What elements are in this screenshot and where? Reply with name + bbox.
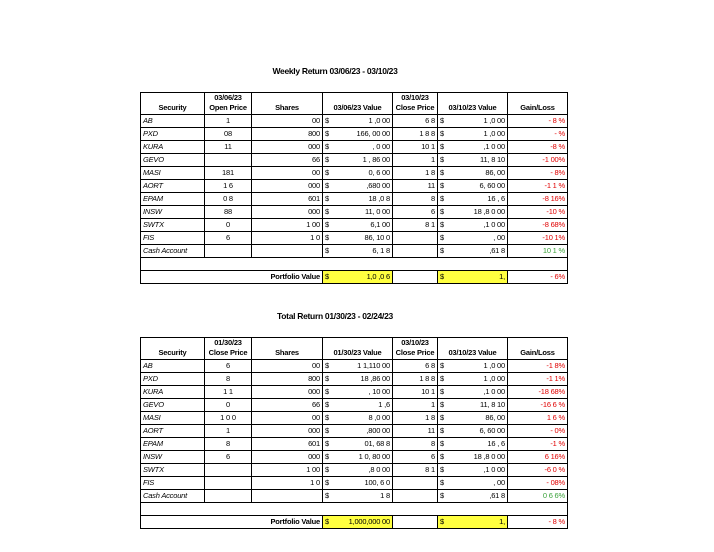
portfolio-value-label: Portfolio Value <box>205 516 323 529</box>
header-value2: 03/10/23 Value <box>438 93 508 115</box>
value2-cell: $ ,1 0 00 <box>438 141 508 154</box>
price2-cell <box>393 477 438 490</box>
value2-cell: $ ,1 0 00 <box>438 219 508 232</box>
value1-cell: $ ,680 00 <box>323 180 393 193</box>
shares-cell: 00 <box>252 167 323 180</box>
table-row <box>141 128 568 141</box>
price2-cell: 10 1 <box>393 141 438 154</box>
shares-cell: 000 <box>252 206 323 219</box>
value1-cell: $ 18 ,86 00 <box>323 373 393 386</box>
price2-cell: 8 1 <box>393 219 438 232</box>
table-row <box>141 386 568 399</box>
shares-cell: 601 <box>252 438 323 451</box>
gain-cell: 1 6 % <box>508 412 568 425</box>
header-value1: 01/30/23 Value <box>323 338 393 360</box>
price2-cell: 11 <box>393 425 438 438</box>
shares-cell <box>252 490 323 503</box>
gain-cell: 10 1 % <box>508 245 568 258</box>
gain-cell: 0 6 6% <box>508 490 568 503</box>
value2-cell: $ ,61 8 <box>438 245 508 258</box>
price2-cell: 8 <box>393 438 438 451</box>
security-cell: MASI <box>141 167 205 180</box>
gain-cell: -8 16% <box>508 193 568 206</box>
security-cell: AORT <box>141 180 205 193</box>
table-row <box>141 206 568 219</box>
table-row <box>141 180 568 193</box>
shares-cell: 00 <box>252 115 323 128</box>
header-shares: Shares <box>252 93 323 115</box>
security-cell: EPAM <box>141 193 205 206</box>
value1-cell: $ 86, 10 0 <box>323 232 393 245</box>
gain-cell: - 08% <box>508 477 568 490</box>
price1-cell: 0 <box>205 399 252 412</box>
shares-cell: 1 00 <box>252 464 323 477</box>
shares-cell: 000 <box>252 180 323 193</box>
header-value2: 03/10/23 Value <box>438 338 508 360</box>
price1-cell: 0 <box>205 219 252 232</box>
gain-cell: -10 % <box>508 206 568 219</box>
price2-cell: 1 8 <box>393 412 438 425</box>
price1-cell: 181 <box>205 167 252 180</box>
gain-cell: -18 68% <box>508 386 568 399</box>
value1-cell: $ 1 8 <box>323 490 393 503</box>
total-return-table <box>140 337 568 529</box>
price1-cell: 1 0 0 <box>205 412 252 425</box>
value2-cell: $ 1 ,0 00 <box>438 373 508 386</box>
gain-cell: -10 1% <box>508 232 568 245</box>
shares-cell: 000 <box>252 451 323 464</box>
gain-cell: -8 68% <box>508 219 568 232</box>
table-row <box>141 399 568 412</box>
price1-cell: 1 6 <box>205 180 252 193</box>
portfolio-value-label: Portfolio Value <box>205 271 323 284</box>
price2-cell: 8 1 <box>393 464 438 477</box>
price1-cell: 8 <box>205 373 252 386</box>
security-cell: SWTX <box>141 219 205 232</box>
price1-cell: 08 <box>205 128 252 141</box>
table-row <box>141 412 568 425</box>
value2-cell: $ 11, 8 10 <box>438 154 508 167</box>
shares-cell: 66 <box>252 399 323 412</box>
price1-cell <box>205 490 252 503</box>
security-cell: FIS <box>141 232 205 245</box>
portfolio-value-start: $ 1,000,000 00 <box>323 516 393 529</box>
security-cell: INSW <box>141 206 205 219</box>
table-row <box>141 193 568 206</box>
header-gain: Gain/Loss <box>508 338 568 360</box>
price2-cell <box>393 245 438 258</box>
header-price2: 03/10/23 Close Price <box>393 93 438 115</box>
shares-cell: 601 <box>252 193 323 206</box>
price2-cell <box>393 232 438 245</box>
price1-cell <box>205 154 252 167</box>
security-cell: AB <box>141 360 205 373</box>
header-security: Security <box>141 93 205 115</box>
value1-cell: $ 1 ,6 <box>323 399 393 412</box>
total-title: Total Return 01/30/23 - 02/24/23 <box>277 311 393 321</box>
value2-cell: $ 18 ,8 0 00 <box>438 451 508 464</box>
table-row <box>141 373 568 386</box>
value2-cell: $ ,1 0 00 <box>438 464 508 477</box>
shares-cell: 000 <box>252 141 323 154</box>
gain-cell: - 8% <box>508 167 568 180</box>
security-cell: PXD <box>141 373 205 386</box>
table-row <box>141 115 568 128</box>
security-cell: MASI <box>141 412 205 425</box>
value2-cell: $ 16 , 6 <box>438 193 508 206</box>
table-row <box>141 438 568 451</box>
value2-cell: $ 1 ,0 00 <box>438 115 508 128</box>
portfolio-value-end: $ 1, <box>438 271 508 284</box>
gain-cell: - 8 % <box>508 115 568 128</box>
portfolio-value-row <box>141 271 568 284</box>
portfolio-value-end: $ 1, <box>438 516 508 529</box>
table-row <box>141 490 568 503</box>
price2-cell: 6 8 <box>393 115 438 128</box>
price2-cell: 10 1 <box>393 386 438 399</box>
value1-cell: $ 6,1 00 <box>323 219 393 232</box>
value1-cell: $ 8 ,0 00 <box>323 412 393 425</box>
table-row <box>141 477 568 490</box>
table-row <box>141 141 568 154</box>
value1-cell: $ ,8 0 00 <box>323 464 393 477</box>
price1-cell <box>205 464 252 477</box>
price1-cell: 11 <box>205 141 252 154</box>
weekly-return-table <box>140 92 568 284</box>
portfolio-gain: - 8 % <box>508 516 568 529</box>
value1-cell: $ ,800 00 <box>323 425 393 438</box>
price2-cell: 11 <box>393 180 438 193</box>
header-price1: 03/06/23 Open Price <box>205 93 252 115</box>
table-row <box>141 219 568 232</box>
value1-cell: $ 1 ,0 00 <box>323 115 393 128</box>
weekly-title: Weekly Return 03/06/23 - 03/10/23 <box>272 66 398 76</box>
value1-cell: $ 1 0, 80 00 <box>323 451 393 464</box>
price2-cell: 1 8 8 <box>393 373 438 386</box>
value2-cell: $ 6, 60 00 <box>438 425 508 438</box>
gain-cell: -1 1% <box>508 373 568 386</box>
gain-cell: -8 % <box>508 141 568 154</box>
shares-cell: 000 <box>252 425 323 438</box>
security-cell: FIS <box>141 477 205 490</box>
price2-cell: 1 <box>393 399 438 412</box>
table-row <box>141 167 568 180</box>
gain-cell: - % <box>508 128 568 141</box>
value2-cell: $ ,61 8 <box>438 490 508 503</box>
price1-cell: 1 <box>205 115 252 128</box>
table-row <box>141 232 568 245</box>
value2-cell: $ 11, 8 10 <box>438 399 508 412</box>
value2-cell: $ 18 ,8 0 00 <box>438 206 508 219</box>
security-cell: INSW <box>141 451 205 464</box>
gain-cell: -1 8% <box>508 360 568 373</box>
security-cell: Cash Account <box>141 245 205 258</box>
shares-cell <box>252 245 323 258</box>
value2-cell: $ 86, 00 <box>438 167 508 180</box>
price2-cell: 6 8 <box>393 360 438 373</box>
security-cell: GEVO <box>141 154 205 167</box>
table-row <box>141 360 568 373</box>
portfolio-gain: - 6% <box>508 271 568 284</box>
security-cell: SWTX <box>141 464 205 477</box>
table-row <box>141 154 568 167</box>
value1-cell: $ 1 , 86 00 <box>323 154 393 167</box>
value2-cell: $ 16 , 6 <box>438 438 508 451</box>
price1-cell: 1 <box>205 425 252 438</box>
security-cell: AORT <box>141 425 205 438</box>
table-row <box>141 464 568 477</box>
security-cell: Cash Account <box>141 490 205 503</box>
value1-cell: $ 1 1,110 00 <box>323 360 393 373</box>
price2-cell: 6 <box>393 451 438 464</box>
price1-cell: 1 1 <box>205 386 252 399</box>
gain-cell: -6 0 % <box>508 464 568 477</box>
value2-cell: $ , 00 <box>438 232 508 245</box>
table-row <box>141 451 568 464</box>
shares-cell: 000 <box>252 386 323 399</box>
value2-cell: $ ,1 0 00 <box>438 386 508 399</box>
gain-cell: - 0% <box>508 425 568 438</box>
price2-cell: 1 8 8 <box>393 128 438 141</box>
value1-cell: $ , 0 00 <box>323 141 393 154</box>
portfolio-value-row <box>141 516 568 529</box>
security-cell: EPAM <box>141 438 205 451</box>
shares-cell: 66 <box>252 154 323 167</box>
security-cell: KURA <box>141 141 205 154</box>
price1-cell: 88 <box>205 206 252 219</box>
header-gain: Gain/Loss <box>508 93 568 115</box>
value1-cell: $ , 10 00 <box>323 386 393 399</box>
gain-cell: -1 00% <box>508 154 568 167</box>
security-cell: PXD <box>141 128 205 141</box>
price1-cell: 8 <box>205 438 252 451</box>
header-shares: Shares <box>252 338 323 360</box>
gain-cell: -16 6 % <box>508 399 568 412</box>
shares-cell: 800 <box>252 373 323 386</box>
value1-cell: $ 166, 00 00 <box>323 128 393 141</box>
shares-cell: 00 <box>252 360 323 373</box>
value2-cell: $ , 00 <box>438 477 508 490</box>
value1-cell: $ 6, 1 8 <box>323 245 393 258</box>
price1-cell: 6 <box>205 451 252 464</box>
security-cell: GEVO <box>141 399 205 412</box>
portfolio-value-start: $ 1,0 ,0 6 <box>323 271 393 284</box>
header-security: Security <box>141 338 205 360</box>
shares-cell: 1 0 <box>252 477 323 490</box>
value1-cell: $ 100, 6 0 <box>323 477 393 490</box>
price1-cell <box>205 477 252 490</box>
price1-cell: 6 <box>205 360 252 373</box>
value1-cell: $ 0, 6 00 <box>323 167 393 180</box>
shares-cell: 1 0 <box>252 232 323 245</box>
table-row <box>141 425 568 438</box>
value1-cell: $ 11, 0 00 <box>323 206 393 219</box>
value2-cell: $ 86, 00 <box>438 412 508 425</box>
shares-cell: 00 <box>252 412 323 425</box>
table-row <box>141 245 568 258</box>
gain-cell: -1 % <box>508 438 568 451</box>
value1-cell: $ 01, 68 8 <box>323 438 393 451</box>
price1-cell: 6 <box>205 232 252 245</box>
price2-cell <box>393 490 438 503</box>
value2-cell: $ 6, 60 00 <box>438 180 508 193</box>
shares-cell: 800 <box>252 128 323 141</box>
security-cell: KURA <box>141 386 205 399</box>
price2-cell: 8 <box>393 193 438 206</box>
value2-cell: $ 1 ,0 00 <box>438 128 508 141</box>
price2-cell: 1 8 <box>393 167 438 180</box>
price1-cell <box>205 245 252 258</box>
value2-cell: $ 1 ,0 00 <box>438 360 508 373</box>
header-value1: 03/06/23 Value <box>323 93 393 115</box>
security-cell: AB <box>141 115 205 128</box>
price1-cell: 0 8 <box>205 193 252 206</box>
price2-cell: 1 <box>393 154 438 167</box>
header-price1: 01/30/23 Close Price <box>205 338 252 360</box>
gain-cell: -1 1 % <box>508 180 568 193</box>
header-price2: 03/10/23 Close Price <box>393 338 438 360</box>
shares-cell: 1 00 <box>252 219 323 232</box>
gain-cell: 6 16% <box>508 451 568 464</box>
price2-cell: 6 <box>393 206 438 219</box>
value1-cell: $ 18 ,0 8 <box>323 193 393 206</box>
